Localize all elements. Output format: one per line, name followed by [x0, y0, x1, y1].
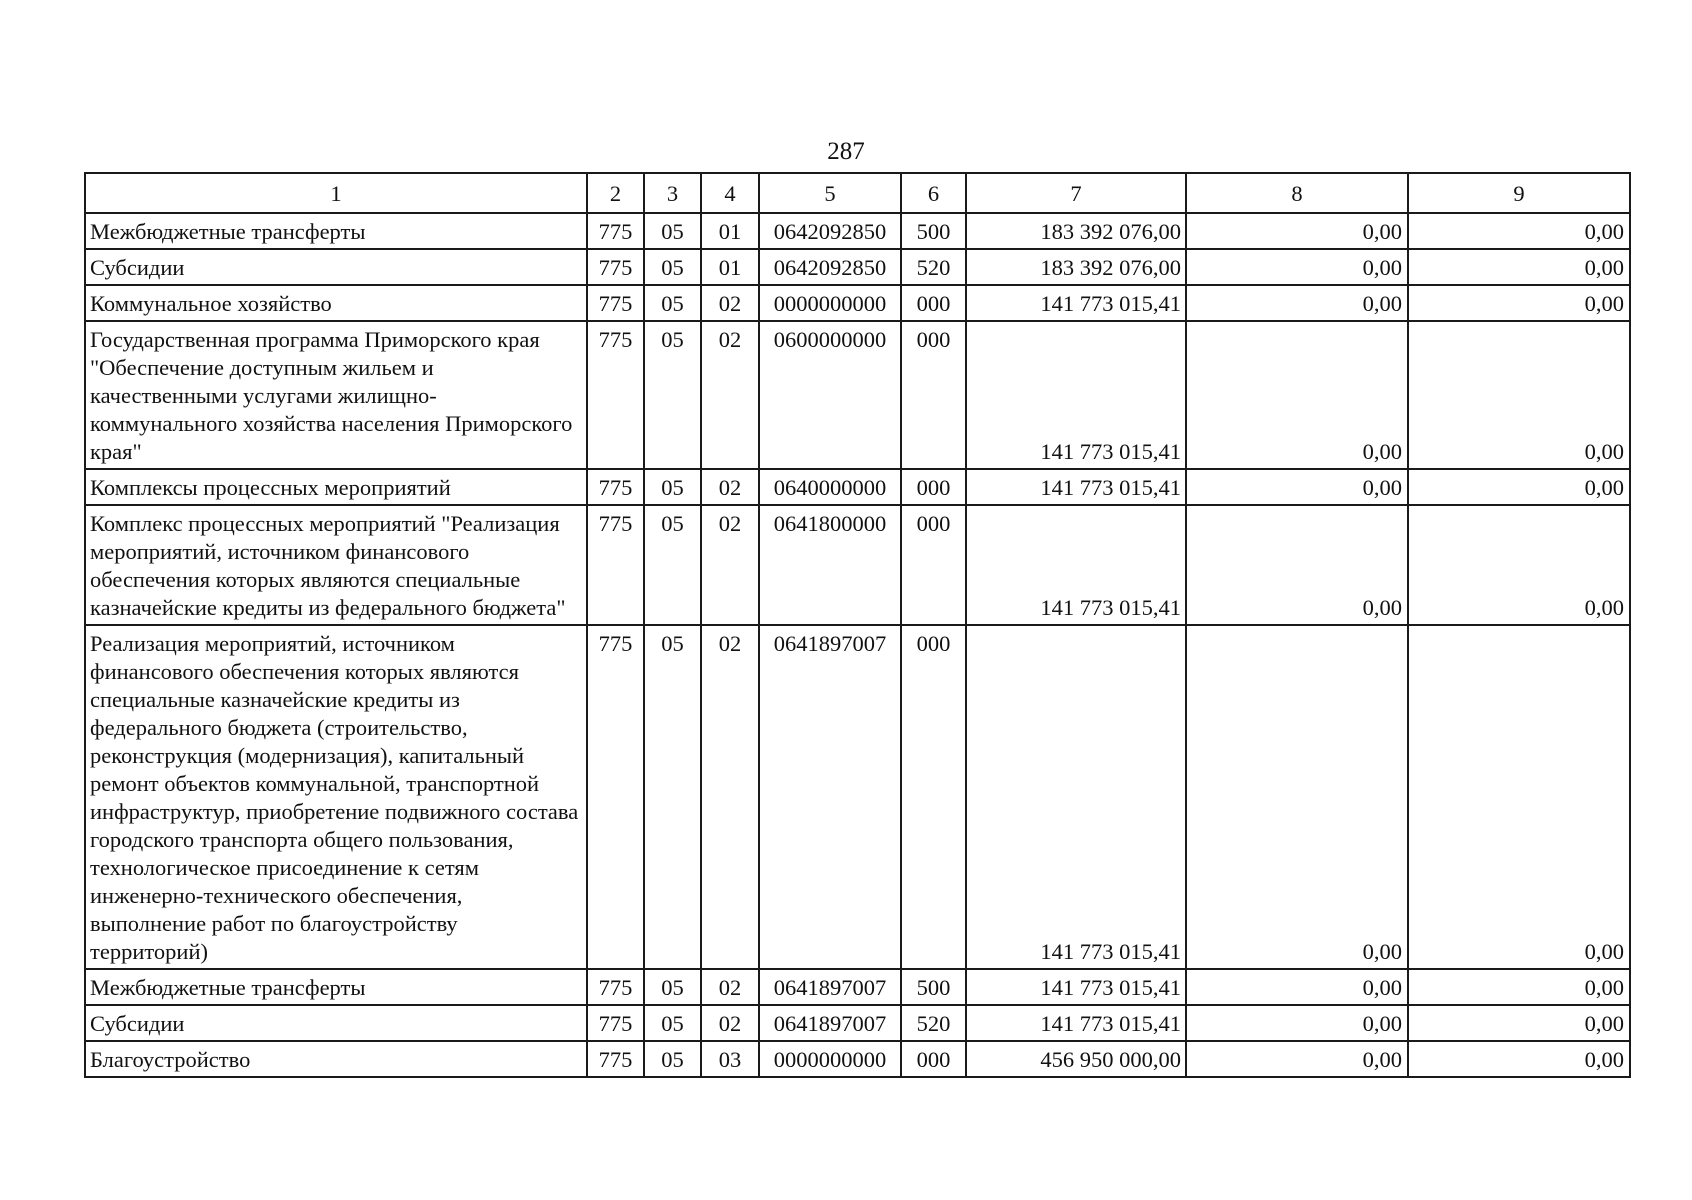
- header-row: [85, 173, 1630, 213]
- table-row: [85, 1041, 1630, 1077]
- row-name-cell: Благоустройство: [85, 1041, 587, 1077]
- row-subsection-cell: 02: [701, 321, 759, 469]
- row-amount-cell: 141 773 015,41: [966, 969, 1186, 1005]
- row-amount-2-cell: 0,00: [1186, 469, 1408, 505]
- header-cell-2: 2: [587, 173, 644, 213]
- row-type-cell: 520: [901, 249, 966, 285]
- row-target-cell: 0642092850: [759, 213, 901, 249]
- row-target-cell: 0600000000: [759, 321, 901, 469]
- table-row: [85, 969, 1630, 1005]
- row-amount-3-cell: 0,00: [1408, 1005, 1630, 1041]
- row-amount-2-cell: 0,00: [1186, 1041, 1408, 1077]
- row-type-cell: 000: [901, 625, 966, 969]
- row-section-cell: 05: [644, 249, 701, 285]
- row-section-cell: 05: [644, 505, 701, 625]
- row-type-cell: 000: [901, 469, 966, 505]
- row-amount-3-cell: 0,00: [1408, 321, 1630, 469]
- row-section-cell: 05: [644, 1041, 701, 1077]
- row-subsection-cell: 01: [701, 249, 759, 285]
- row-target-cell: 0000000000: [759, 285, 901, 321]
- row-name-cell: Реализация мероприятий, источником финансового обеспечения которых являются специальные казначейские кредиты из федерального бюджета (строительство, реконструкция (модернизация), капитальный ремонт объектов коммунальной, транспортной инфраструктур, приобретение подвижного состава городского транспорта общего пользования, технологическое присоединение к сетям инженерно-технического обеспечения, выполнение работ по благоустройству территорий): [85, 625, 587, 969]
- row-amount-cell: 141 773 015,41: [966, 625, 1186, 969]
- row-amount-3-cell: 0,00: [1408, 625, 1630, 969]
- row-amount-2-cell: 0,00: [1186, 1005, 1408, 1041]
- row-amount-2-cell: 0,00: [1186, 249, 1408, 285]
- table-row: [85, 285, 1630, 321]
- row-amount-2-cell: 0,00: [1186, 505, 1408, 625]
- row-code-cell: 775: [587, 469, 644, 505]
- row-code-cell: 775: [587, 249, 644, 285]
- row-amount-3-cell: 0,00: [1408, 213, 1630, 249]
- row-code-cell: 775: [587, 1005, 644, 1041]
- row-amount-3-cell: 0,00: [1408, 505, 1630, 625]
- row-type-cell: 000: [901, 505, 966, 625]
- row-code-cell: 775: [587, 285, 644, 321]
- row-type-cell: 500: [901, 969, 966, 1005]
- table-row: [85, 249, 1630, 285]
- row-section-cell: 05: [644, 285, 701, 321]
- row-amount-cell: 141 773 015,41: [966, 285, 1186, 321]
- row-name-cell: Субсидии: [85, 249, 587, 285]
- row-amount-cell: 183 392 076,00: [966, 249, 1186, 285]
- row-section-cell: 05: [644, 969, 701, 1005]
- table-row: [85, 321, 1630, 469]
- row-code-cell: 775: [587, 321, 644, 469]
- row-amount-2-cell: 0,00: [1186, 321, 1408, 469]
- header-cell-1: 1: [85, 173, 587, 213]
- header-cell-9: 9: [1408, 173, 1630, 213]
- row-target-cell: 0000000000: [759, 1041, 901, 1077]
- header-cell-8: 8: [1186, 173, 1408, 213]
- row-section-cell: 05: [644, 625, 701, 969]
- row-target-cell: 0641800000: [759, 505, 901, 625]
- row-name-cell: Межбюджетные трансферты: [85, 969, 587, 1005]
- row-subsection-cell: 02: [701, 1005, 759, 1041]
- row-name-cell: Субсидии: [85, 1005, 587, 1041]
- budget-table: [84, 172, 1631, 1078]
- row-type-cell: 520: [901, 1005, 966, 1041]
- row-amount-3-cell: 0,00: [1408, 249, 1630, 285]
- row-subsection-cell: 02: [701, 969, 759, 1005]
- row-target-cell: 0642092850: [759, 249, 901, 285]
- row-subsection-cell: 02: [701, 505, 759, 625]
- row-section-cell: 05: [644, 213, 701, 249]
- row-amount-3-cell: 0,00: [1408, 1041, 1630, 1077]
- row-type-cell: 000: [901, 1041, 966, 1077]
- row-code-cell: 775: [587, 625, 644, 969]
- header-cell-5: 5: [759, 173, 901, 213]
- table-row: [85, 505, 1630, 625]
- row-target-cell: 0641897007: [759, 1005, 901, 1041]
- row-subsection-cell: 03: [701, 1041, 759, 1077]
- table-row: [85, 1005, 1630, 1041]
- row-section-cell: 05: [644, 321, 701, 469]
- table-row: [85, 213, 1630, 249]
- row-section-cell: 05: [644, 469, 701, 505]
- row-subsection-cell: 02: [701, 285, 759, 321]
- table-row: [85, 625, 1630, 969]
- row-subsection-cell: 02: [701, 625, 759, 969]
- row-name-cell: Коммунальное хозяйство: [85, 285, 587, 321]
- header-cell-3: 3: [644, 173, 701, 213]
- row-amount-cell: 141 773 015,41: [966, 1005, 1186, 1041]
- row-section-cell: 05: [644, 1005, 701, 1041]
- row-code-cell: 775: [587, 213, 644, 249]
- row-amount-cell: 456 950 000,00: [966, 1041, 1186, 1077]
- row-name-cell: Государственная программа Приморского края "Обеспечение доступным жильем и качественными услугами жилищно-коммунального хозяйства населения Приморского края": [85, 321, 587, 469]
- row-amount-2-cell: 0,00: [1186, 969, 1408, 1005]
- page-number: 287: [827, 138, 865, 165]
- row-amount-3-cell: 0,00: [1408, 285, 1630, 321]
- row-type-cell: 000: [901, 321, 966, 469]
- header-cell-6: 6: [901, 173, 966, 213]
- row-amount-cell: 141 773 015,41: [966, 505, 1186, 625]
- row-target-cell: 0641897007: [759, 625, 901, 969]
- row-subsection-cell: 01: [701, 213, 759, 249]
- row-amount-2-cell: 0,00: [1186, 625, 1408, 969]
- row-code-cell: 775: [587, 1041, 644, 1077]
- row-target-cell: 0640000000: [759, 469, 901, 505]
- row-code-cell: 775: [587, 969, 644, 1005]
- row-code-cell: 775: [587, 505, 644, 625]
- row-type-cell: 500: [901, 213, 966, 249]
- row-subsection-cell: 02: [701, 469, 759, 505]
- row-amount-cell: 141 773 015,41: [966, 469, 1186, 505]
- row-name-cell: Комплекс процессных мероприятий "Реализация мероприятий, источником финансового обеспечения которых являются специальные казначейские кредиты из федерального бюджета": [85, 505, 587, 625]
- row-target-cell: 0641897007: [759, 969, 901, 1005]
- row-amount-2-cell: 0,00: [1186, 213, 1408, 249]
- row-amount-2-cell: 0,00: [1186, 285, 1408, 321]
- header-cell-7: 7: [966, 173, 1186, 213]
- table-body: [85, 173, 1630, 1077]
- table-row: [85, 469, 1630, 505]
- row-amount-3-cell: 0,00: [1408, 469, 1630, 505]
- row-type-cell: 000: [901, 285, 966, 321]
- row-amount-cell: 183 392 076,00: [966, 213, 1186, 249]
- row-amount-3-cell: 0,00: [1408, 969, 1630, 1005]
- row-name-cell: Комплексы процессных мероприятий: [85, 469, 587, 505]
- header-cell-4: 4: [701, 173, 759, 213]
- row-amount-cell: 141 773 015,41: [966, 321, 1186, 469]
- row-name-cell: Межбюджетные трансферты: [85, 213, 587, 249]
